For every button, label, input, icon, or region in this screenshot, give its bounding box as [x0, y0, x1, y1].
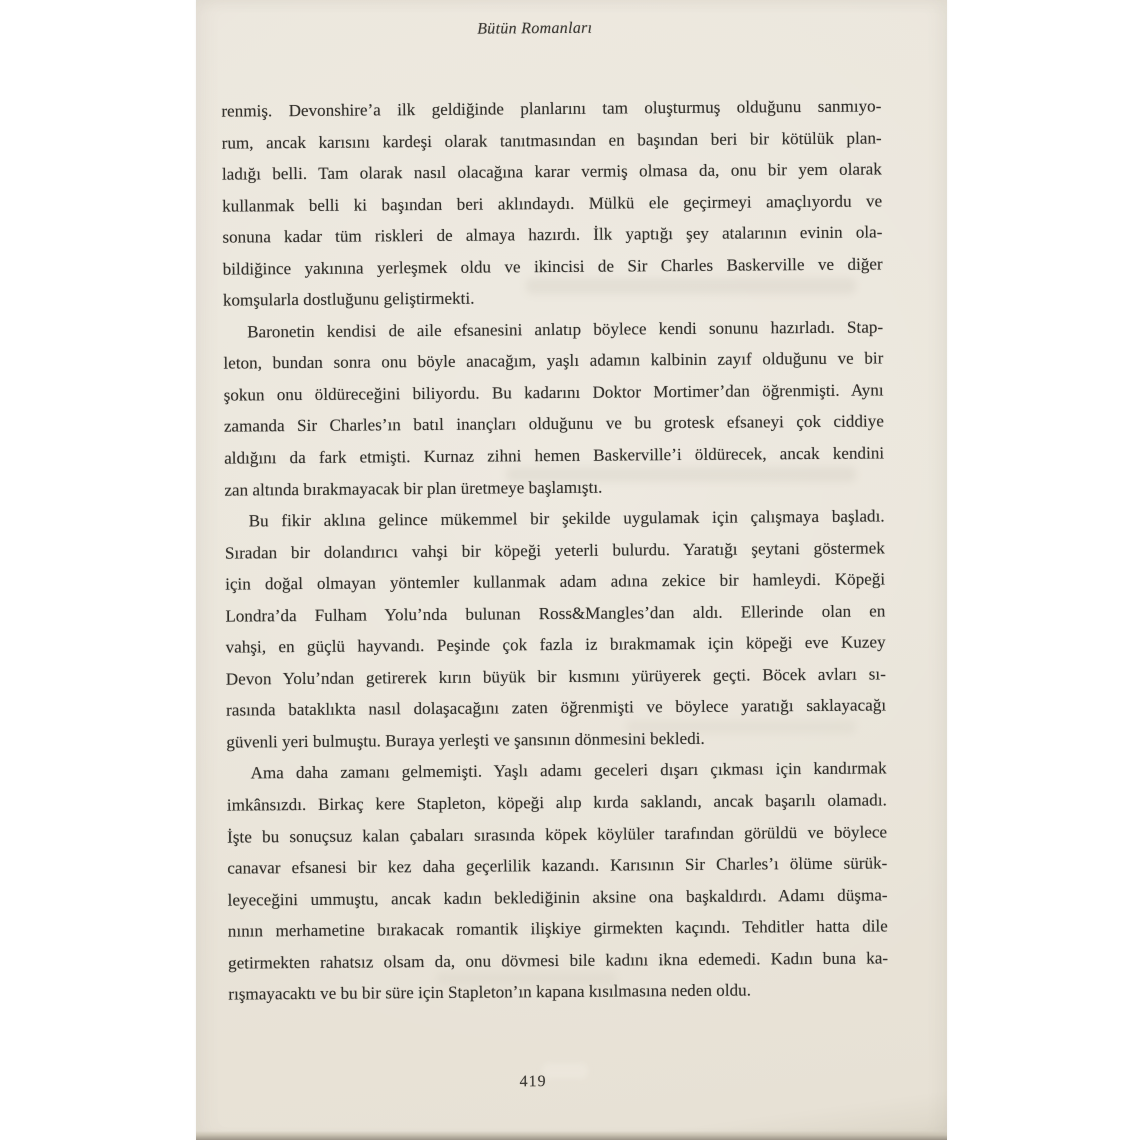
- text-line: şokun onu öldüreceğini biliyordu. Bu kadarını Doktor Mortimer’dan öğrenmişti. Aynı: [223, 380, 884, 405]
- text-line: Devon Yolu’ndan getirerek kırın büyük bir kısmını yürüyerek geçti. Böcek avları sı-: [225, 664, 886, 689]
- text-line: rum, ancak karısını kardeşi olarak tanıtmasından en başından beri bir kötülük plan-: [221, 127, 882, 153]
- text-line: Londra’da Fulham Yolu’nda bulunan Ross&Mangles’dan aldı. Ellerinde olan en: [225, 601, 886, 626]
- text-line: leton, bundan sonra onu böyle anacağım, yaşlı adamın kalbinin zayıf olduğunu ve bir: [223, 348, 884, 373]
- text-line: rasında bataklıkta nasıl dolaşacağını zaten öğrenmişti ve böylece yaratığı saklayacağı: [226, 695, 887, 720]
- text-line: Ama daha zamanı gelmemişti. Yaşlı adamı geceleri dışarı çıkması için kandırmak: [250, 758, 887, 783]
- text-line: aldığını da fark etmişti. Kurnaz zihni hemen Baskerville’i öldürecek, ancak kendini: [224, 443, 885, 468]
- text-line: İşte bu sonuçsuz kalan çabaları sırasında köpek köylüler tarafından görüldü ve böylece: [227, 821, 888, 847]
- text-line: için doğal olmayan yöntemler kullanmak adam adına zekice bir hamleydi. Köpeği: [225, 569, 886, 594]
- paragraph: [223, 311, 884, 505]
- body-text: [221, 90, 888, 1010]
- text-line: imkânsızdı. Birkaç kere Stapleton, köpeği alıp kırda saklandı, ancak başarılı olamadı.: [226, 790, 887, 815]
- text-line: sonuna kadar tüm riskleri de almaya hazırdı. İlk yaptığı şey atalarının evinin ola-: [222, 222, 883, 247]
- text-line: güvenli yeri bulmuştu. Buraya yerleşti ve şansının dönmesini bekledi.: [226, 728, 705, 752]
- page-content: [221, 11, 890, 1116]
- paragraph: [225, 501, 887, 759]
- paragraph: [227, 753, 889, 1011]
- page-number: 419: [519, 1073, 547, 1091]
- text-line: leyeceğini ummuştu, ancak kadın beklediğinin aksine ona başkaldırdı. Adamı düşma-: [227, 885, 888, 910]
- text-line: Baronetin kendisi de aile efsanesini anlatıp böylece kendi sonunu hazırladı. Stap-: [247, 317, 884, 342]
- text-line: komşularla dostluğunu geliştirmekti.: [222, 288, 475, 310]
- page-edge-shadow: [196, 1131, 947, 1140]
- text-line: renmiş. Devonshire’a ilk geldiğinde planlarını tam oluşturmuş olduğunu sanmıyo-: [221, 96, 882, 121]
- text-line: getirmekten rahatsız olsam da, onu dövmesi bile kadını ikna edemedi. Kadın buna ka-: [228, 948, 889, 973]
- text-line: zan altında bırakmayacak bir plan üretmeye başlamıştı.: [224, 477, 603, 500]
- paragraph: [221, 90, 883, 316]
- text-line: Bu fikir aklına gelince mükemmel bir şekilde uygulamak için çalışmaya başladı.: [248, 506, 885, 531]
- text-line: rışmayacaktı ve bu bir süre için Stapleton’ın kapana kısılmasına neden oldu.: [228, 980, 752, 1004]
- text-line: vahşi, en güçlü hayvandı. Peşinde çok fazla iz bırakmamak için köpeği eve Kuzey: [225, 632, 886, 657]
- text-line: canavar efsanesi bir kez daha geçerlilik kazandı. Karısının Sir Charles’ı ölüme sürük-: [227, 853, 888, 878]
- text-line: nının merhametine bırakacak romantik ilişkiye girmekten kaçındı. Tehditler hatta dile: [227, 916, 888, 941]
- text-line: kullanmak belli ki başından beri aklındaydı. Mülkü ele geçirmeyi amaçlıyordu ve: [222, 191, 883, 216]
- running-header: Bütün Romanları: [477, 19, 593, 38]
- text-line: ladığı belli. Tam olarak nasıl olacağına karar vermiş olmasa da, onu bir yem olarak: [221, 159, 882, 184]
- text-line: zamanda Sir Charles’ın batıl inançları olduğunu ve bu grotesk efsaneyi çok ciddiye: [223, 411, 884, 437]
- text-line: bildiğince yakınına yerleşmek oldu ve ikincisi de Sir Charles Baskerville ve diğer: [222, 254, 883, 279]
- book-page: [196, 0, 947, 1140]
- text-line: Sıradan bir dolandırıcı vahşi bir köpeği yeterli bulurdu. Yaratığı şeytani göstermek: [224, 538, 885, 563]
